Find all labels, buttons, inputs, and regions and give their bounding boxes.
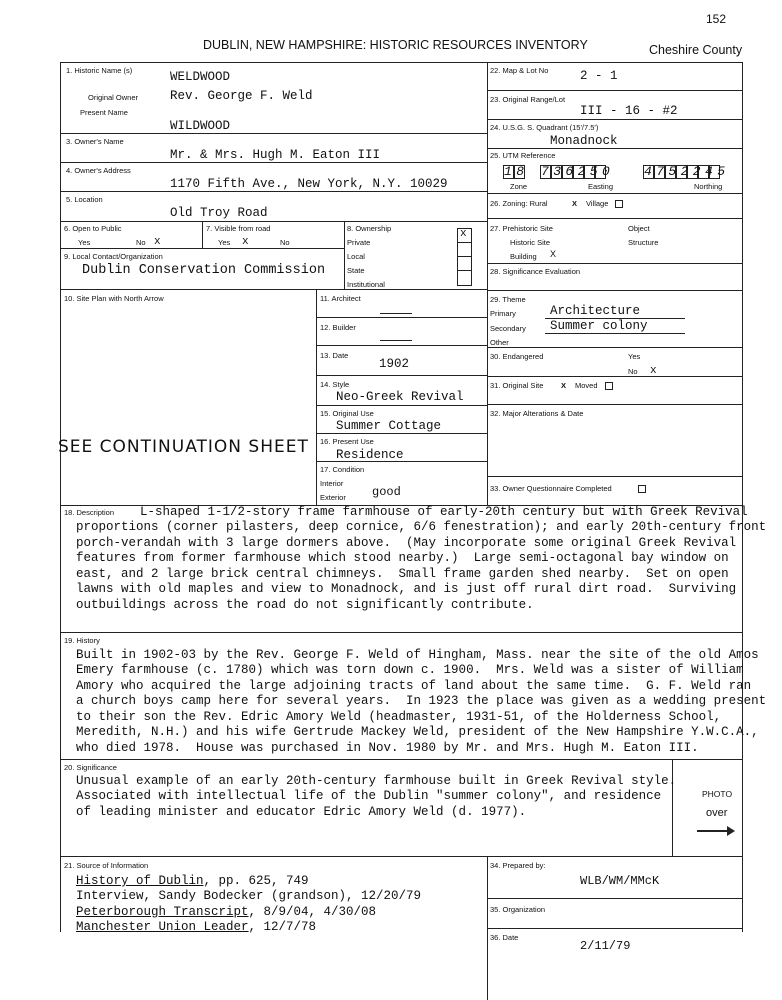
description-line: features from former farmhouse which stood nearby.) Large semi-octagonal bay window on <box>76 551 729 565</box>
present-use-label: 16. Present Use <box>320 437 374 446</box>
history-line: a church boys camp here for several years. In 1923 the place was given as a wedding present <box>76 694 767 708</box>
rule <box>316 317 487 318</box>
rule <box>487 193 742 194</box>
significance-line: Unusual example of an early 20th-century farmhouse built in Greek Revival style. <box>76 774 677 788</box>
rule <box>202 221 203 248</box>
moved-checkbox <box>605 382 613 390</box>
questionnaire-checkbox <box>638 485 646 493</box>
ownership-state: State <box>347 266 365 275</box>
rule <box>60 133 487 134</box>
map-lot-label: 22. Map & Lot No <box>490 66 549 75</box>
source-1-pages: , pp. 625, 749 <box>203 874 309 888</box>
visible-yes-mark: x <box>242 236 249 248</box>
rule <box>316 405 487 406</box>
prehistoric-label: 27. Prehistoric Site <box>490 224 553 233</box>
location-label: 5. Location <box>66 195 103 204</box>
rule <box>487 928 742 929</box>
building-mark: X <box>550 249 557 259</box>
utm-zone-label: Zone <box>510 182 528 191</box>
history-line: Amory who acquired the large adjoining tracts of land about the same time. G. F. Weld ran <box>76 679 752 693</box>
history-line: to their son the Rev. Edric Amory Weld (headmaster, 1931-51, of the Holderness School, <box>76 710 722 724</box>
date-value: 1902 <box>379 357 410 371</box>
open-to-public-label: 6. Open to Public <box>64 224 122 233</box>
visible-from-road-label: 7. Visible from road <box>206 224 271 233</box>
significance-eval-label: 28. Significance Evaluation <box>490 267 581 276</box>
site-plan-label: 10. Site Plan with North Arrow <box>64 294 164 303</box>
present-name-label: Present Name <box>80 108 128 117</box>
original-owner-value: Rev. George F. Weld <box>170 89 313 103</box>
source-2: Interview, Sandy Bodecker (grandson), 12/20/79 <box>76 889 422 903</box>
alterations-label: 32. Major Alterations & Date <box>490 409 584 418</box>
endangered-label: 30. Endangered <box>490 352 544 361</box>
moved-label: Moved <box>575 381 598 390</box>
description-line: L-shaped 1-1/2-story frame farmhouse of early-20th century but with Greek Revival <box>140 505 748 519</box>
rule <box>316 289 317 505</box>
source-3 <box>76 905 376 921</box>
rule <box>457 242 472 243</box>
rule-right <box>742 62 743 932</box>
continuation-sheet-note: SEE CONTINUATION SHEET <box>58 437 309 457</box>
zoning-village-label: Village <box>586 199 609 208</box>
ownership-private: Private <box>347 238 371 247</box>
source-3-title: Peterborough Transcript <box>76 905 249 919</box>
endangered-no-mark: x <box>650 365 657 377</box>
source-1-title: History of Dublin <box>76 874 204 888</box>
condition-label: 17. Condition <box>320 465 365 474</box>
history-label: 19. History <box>64 636 100 645</box>
date-label: 13. Date <box>320 351 349 360</box>
photo-label: PHOTO <box>702 789 733 799</box>
prep-date-value: 2/11/79 <box>580 939 631 953</box>
rule <box>60 191 487 192</box>
source-4 <box>76 920 316 936</box>
local-contact-label: 9. Local Contact/Organization <box>64 252 163 261</box>
rule <box>457 270 472 271</box>
rule <box>487 290 742 291</box>
description-line: outbuildings across the road do not significantly contribute. <box>76 598 534 612</box>
description-line: proportions (corner pilasters, deep cornice, 6/6 fenestration); and early 20th-century front <box>76 520 767 534</box>
owner-name-label: 3. Owner's Name <box>66 137 124 146</box>
rule <box>487 148 742 149</box>
visible-yes-label: Yes <box>218 238 231 247</box>
endangered-yes: Yes <box>628 352 641 361</box>
rule <box>60 162 487 163</box>
original-range-label: 23. Original Range/Lot <box>490 95 566 104</box>
ownership-local: Local <box>347 252 365 261</box>
rule <box>487 90 742 91</box>
utm-zone-value: 18 <box>504 164 529 179</box>
ownership-private-mark: x <box>460 228 467 240</box>
style-label: 14. Style <box>320 380 350 389</box>
quadrant-label: 24. U.S.G. S. Quadrant (15'/7.5') <box>490 123 599 132</box>
significance-label: 20. Significance <box>64 763 117 772</box>
architect-label: 11. Architect <box>320 294 361 303</box>
open-yes-label: Yes <box>78 238 91 247</box>
rule <box>60 856 742 857</box>
prepared-by-value: WLB/WM/MMcK <box>580 874 660 888</box>
rule <box>487 218 742 219</box>
county-label: Cheshire County <box>649 43 743 57</box>
rule <box>487 898 742 899</box>
source-4-title: Manchester Union Leader <box>76 920 249 934</box>
theme-other-label: Other <box>490 338 509 347</box>
rule <box>60 221 487 222</box>
history-line: Emery farmhouse (c. 1780) which was torn down c. 1900. Mrs. Weld was a sister of William <box>76 663 744 677</box>
rule <box>487 62 488 505</box>
rule <box>60 632 742 633</box>
rule <box>344 221 345 289</box>
theme-label: 29. Theme <box>490 295 526 304</box>
organization-label: 35. Organization <box>490 905 546 914</box>
form-title: DUBLIN, NEW HAMPSHIRE: HISTORIC RESOURCES INVENTORY <box>203 38 588 52</box>
condition-exterior: Exterior <box>320 493 346 502</box>
historic-name-value: WELDWOOD <box>170 70 231 84</box>
owner-name-value: Mr. & Mrs. Hugh M. Eaton III <box>170 148 381 162</box>
rule <box>487 119 742 120</box>
quadrant-value: Monadnock <box>550 134 618 148</box>
local-contact-value: Dublin Conservation Commission <box>82 263 326 278</box>
structure-label: Structure <box>628 238 659 247</box>
builder-label: 12. Builder <box>320 323 356 332</box>
rule <box>316 345 487 346</box>
rule <box>316 375 487 376</box>
theme-secondary-line <box>545 333 685 334</box>
rule <box>487 476 742 477</box>
original-use-label: 15. Original Use <box>320 409 374 418</box>
theme-primary-value: Architecture <box>550 304 641 318</box>
sources-label: 21. Source of Information <box>64 861 149 870</box>
building-label: Building <box>510 252 537 261</box>
original-use-value: Summer Cottage <box>336 419 442 433</box>
page-number: 152 <box>706 12 727 26</box>
significance-line: Associated with intellectual life of the Dublin "summer colony", and residence <box>76 789 662 803</box>
condition-value: good <box>372 485 401 499</box>
endangered-no: No <box>628 367 638 376</box>
rule <box>487 347 742 348</box>
significance-line: of leading minister and educator Edric Amory Weld (d. 1977). <box>76 805 527 819</box>
description-label: 18. Description <box>64 508 115 517</box>
description-line: porch-verandah with 3 large dormers above. (May incorporate some original Greek Revival <box>76 536 737 550</box>
present-name-value: WILDWOOD <box>170 119 231 133</box>
zoning-rural-mark: X <box>572 199 578 208</box>
zoning-label: 26. Zoning: Rural <box>490 199 548 208</box>
rule-left <box>60 62 61 932</box>
historic-site-label: Historic Site <box>510 238 551 247</box>
rule-top <box>60 62 742 63</box>
utm-easting-label: Easting <box>588 182 614 191</box>
original-owner-label: Original Owner <box>88 93 139 102</box>
historic-name-label: 1. Historic Name (s) <box>66 66 133 75</box>
open-no-mark: x <box>154 236 161 248</box>
zoning-village-checkbox <box>615 200 623 208</box>
style-value: Neo-Greek Revival <box>336 390 464 404</box>
owner-address-label: 4. Owner's Address <box>66 166 131 175</box>
utm-northing-value: 4752245 <box>644 164 730 179</box>
history-line: Meredith, N.H.) and his wife Gertrude Mackey Weld, president of the New Hampshire Y.W.C.A., <box>76 725 759 739</box>
present-use-value: Residence <box>336 448 404 462</box>
rule <box>316 433 487 434</box>
theme-secondary-label: Secondary <box>490 324 526 333</box>
source-4-date: , 12/7/78 <box>248 920 317 934</box>
rule <box>457 256 472 257</box>
photo-arrow-icon <box>697 830 733 832</box>
original-site-label: 31. Original Site <box>490 381 544 390</box>
rule <box>60 289 487 290</box>
rule <box>60 248 345 249</box>
questionnaire-label: 33. Owner Questionnaire Completed <box>490 484 612 493</box>
description-line: lawns with old maples and view to Monadnock, and is just off rural dirt road. Surviving <box>76 582 737 596</box>
theme-secondary-value: Summer colony <box>550 319 648 333</box>
rule <box>60 759 742 760</box>
theme-primary-label: Primary <box>490 309 516 318</box>
prep-date-label: 36. Date <box>490 933 519 942</box>
description-line: east, and 2 large brick central chimneys. Small frame garden shed nearby. Set on open <box>76 567 729 581</box>
photo-over-label: over <box>706 807 728 819</box>
rule <box>487 376 742 377</box>
utm-label: 25. UTM Reference <box>490 151 556 160</box>
rule <box>487 263 742 264</box>
map-lot-value: 2 - 1 <box>580 69 618 83</box>
rule <box>487 404 742 405</box>
ownership-institutional: Institutional <box>347 280 385 289</box>
owner-address-value: 1170 Fifth Ave., New York, N.Y. 10029 <box>170 177 448 191</box>
builder-dash <box>380 340 412 341</box>
prepared-by-label: 34. Prepared by: <box>490 861 546 870</box>
location-value: Old Troy Road <box>170 206 268 220</box>
visible-no-label: No <box>280 238 290 247</box>
object-label: Object <box>628 224 650 233</box>
history-line: who died 1978. House was purchased in Nov. 1980 by Mr. and Mrs. Hugh M. Eaton III. <box>76 741 699 755</box>
history-line: Built in 1902-03 by the Rev. George F. Weld of Hingham, Mass. near the site of the old Amos <box>76 648 759 662</box>
condition-interior: Interior <box>320 479 344 488</box>
utm-easting-value: 736250 <box>541 164 615 179</box>
source-3-dates: , 8/9/04, 4/30/08 <box>248 905 377 919</box>
source-1 <box>76 874 309 890</box>
utm-northing-label: Northing <box>694 182 723 191</box>
architect-dash <box>380 313 412 314</box>
original-range-value: III - 16 - #2 <box>580 104 678 118</box>
ownership-label: 8. Ownership <box>347 224 392 233</box>
open-no-label: No <box>136 238 146 247</box>
original-site-mark: X <box>561 381 567 390</box>
